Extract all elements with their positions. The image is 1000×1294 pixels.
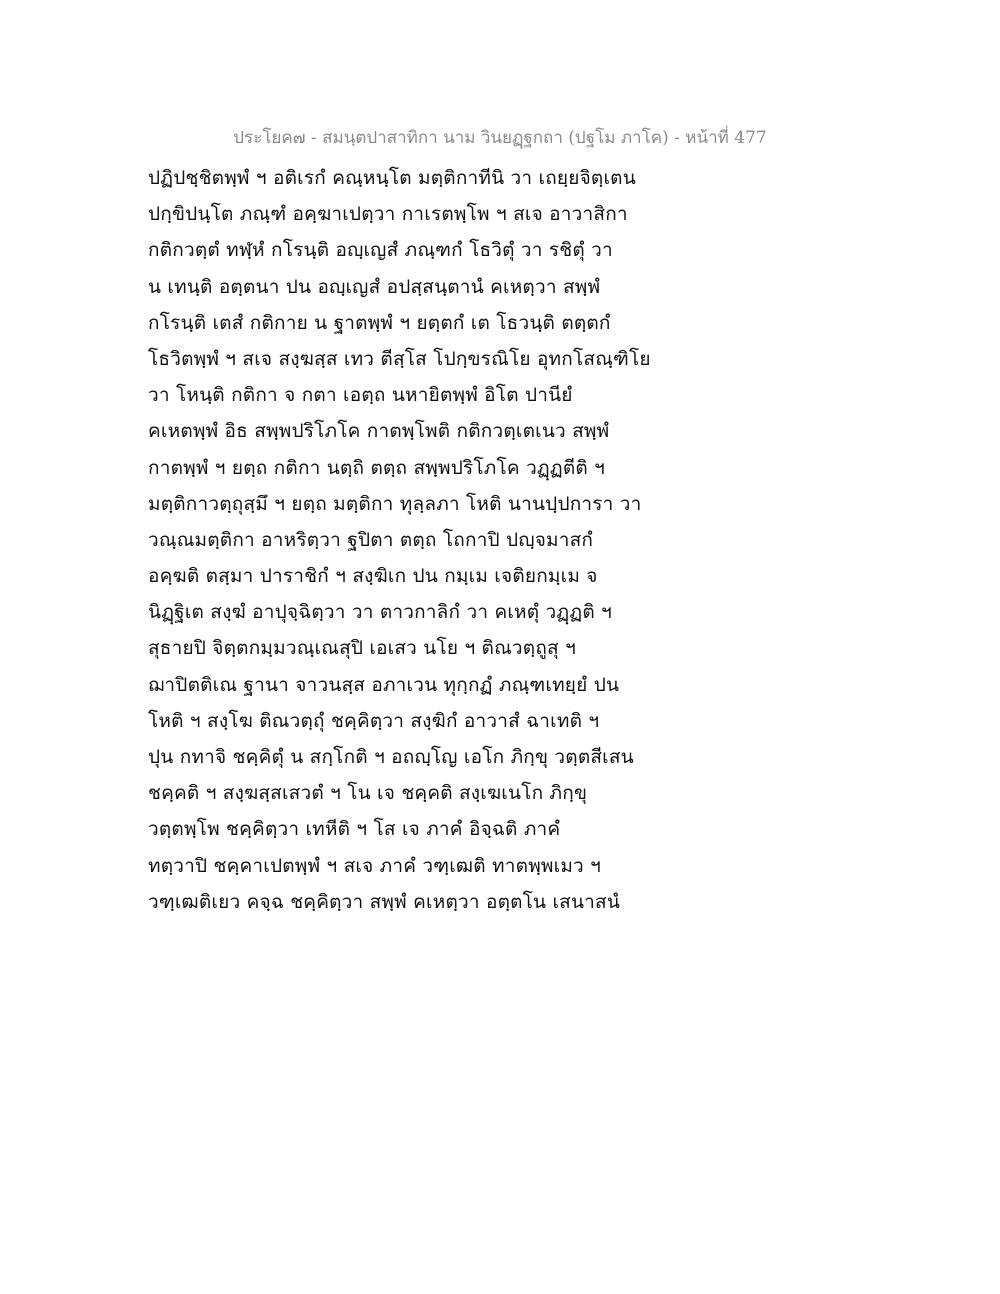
text-line: โหติ ฯ สงฺโฆ ติณวตฺถุํ ชคฺคิตฺวา สงฺฆิกํ อาวาสํ ฉาเทติ ฯ bbox=[148, 709, 600, 732]
text-line: มตฺติกาวตฺถุสฺมึ ฯ ยตฺถ มตฺติกา ทุลฺลภา โหติ นานปฺปการา วา bbox=[148, 492, 642, 515]
text-line: ปกฺขิปนฺโต ภณฺฑํ อคฺฆาเปตฺวา กาเรตพฺโพ ฯ สเจ อาวาสิกา bbox=[148, 203, 628, 226]
body-text bbox=[148, 160, 688, 920]
text-line: กาตพฺพํ ฯ ยตฺถ กติกา นตฺถิ ตตฺถ สพฺพปริโภโค วฏฺฏตีติ ฯ bbox=[148, 456, 606, 479]
text-line: โธวิตพฺพํ ฯ สเจ สงฺฆสฺส เทว ตีสฺโส โปกฺขรณิโย อุทกโสณฺฑิโย bbox=[148, 347, 651, 370]
text-line: ทตฺวาปิ ชคฺคาเปตพฺพํ ฯ สเจ ภาคํ วฑฺเฒติ ทาตพฺพเมว ฯ bbox=[148, 854, 602, 877]
text-line: ฌาปิตติเณ ฐานา จาวนสฺส อภาเวน ทุกฺกฏํ ภณฺฑเทยฺยํ ปน bbox=[148, 673, 620, 696]
text-line: ปุน กทาจิ ชคฺคิตุํ น สกฺโกติ ฯ อถญฺโญ เอโก ภิกฺขุ วตฺตสีเสน bbox=[148, 746, 634, 768]
text-line: กติกวตฺตํ ทฬฺหํ กโรนฺติ อญฺเญสํ ภณฺฑกํ โธวิตุํ วา รชิตุํ วา bbox=[148, 239, 613, 262]
text-line: น เทนฺติ อตฺตนา ปน อญฺเญสํ อปสฺสนฺตานํ คเหตฺวา สพฺพํ bbox=[148, 275, 601, 298]
text-line: ปฏิปชฺชิตพฺพํ ฯ อติเรกํ คณฺหนฺโต มตฺติกาทีนิ วา เถยฺยจิตฺเตน bbox=[148, 167, 636, 189]
text-line: สุธายปิ จิตฺตกมฺมวณฺเณสุปิ เอเสว นโย ฯ ติณวตฺถูสุ ฯ bbox=[148, 637, 576, 660]
text-line: วณฺณมตฺติกา อาหริตฺวา ฐปิตา ตตฺถ โถกาปิ ปญฺจมาสกํ bbox=[148, 528, 594, 551]
text-line: อคฺฆติ ตสฺมา ปาราชิกํ ฯ สงฺฆิเก ปน กมฺเม เจติยกมฺเม จ bbox=[148, 565, 598, 588]
text-line: วฑฺเฒติเยว คจฺฉ ชคฺคิตฺวา สพฺพํ คเหตฺวา อตฺตโน เสนาสนํ bbox=[148, 890, 621, 913]
text-line: ชคฺคติ ฯ สงฺฆสฺสเสวตํ ฯ โน เจ ชคฺคติ สงฺเฆเนโก ภิกฺขุ bbox=[148, 782, 588, 805]
text-line: วตฺตพฺโพ ชคฺคิตฺวา เทหีติ ฯ โส เจ ภาคํ อิจฺฉติ ภาคํ bbox=[148, 818, 561, 841]
text-line: คเหตพฺพํ อิธ สพฺพปริโภโค กาตพฺโพติ กติกวตฺเตเนว สพฺพํ bbox=[148, 420, 610, 443]
text-line: นิฏฺฐิเต สงฺฆํ อาปุจฺฉิตฺวา วา ตาวกาลิกํ วา คเหตุํ วฏฺฏติ ฯ bbox=[148, 601, 612, 624]
text-line: กโรนฺติ เตสํ กติกาย น ฐาตพฺพํ ฯ ยตฺตกํ เต โธวนฺติ ตตฺตกํ bbox=[148, 311, 611, 334]
text-line: วา โหนฺติ กติกา จ กตา เอตฺถ นหายิตพฺพํ อิโต ปานียํ bbox=[148, 384, 573, 407]
page-header: ประโยค๗ - สมนฺตปาสาทิกา นาม วินยฏฺฐกถา (ปฐโม ภาโค) - หน้าที่ 477 bbox=[233, 128, 767, 148]
